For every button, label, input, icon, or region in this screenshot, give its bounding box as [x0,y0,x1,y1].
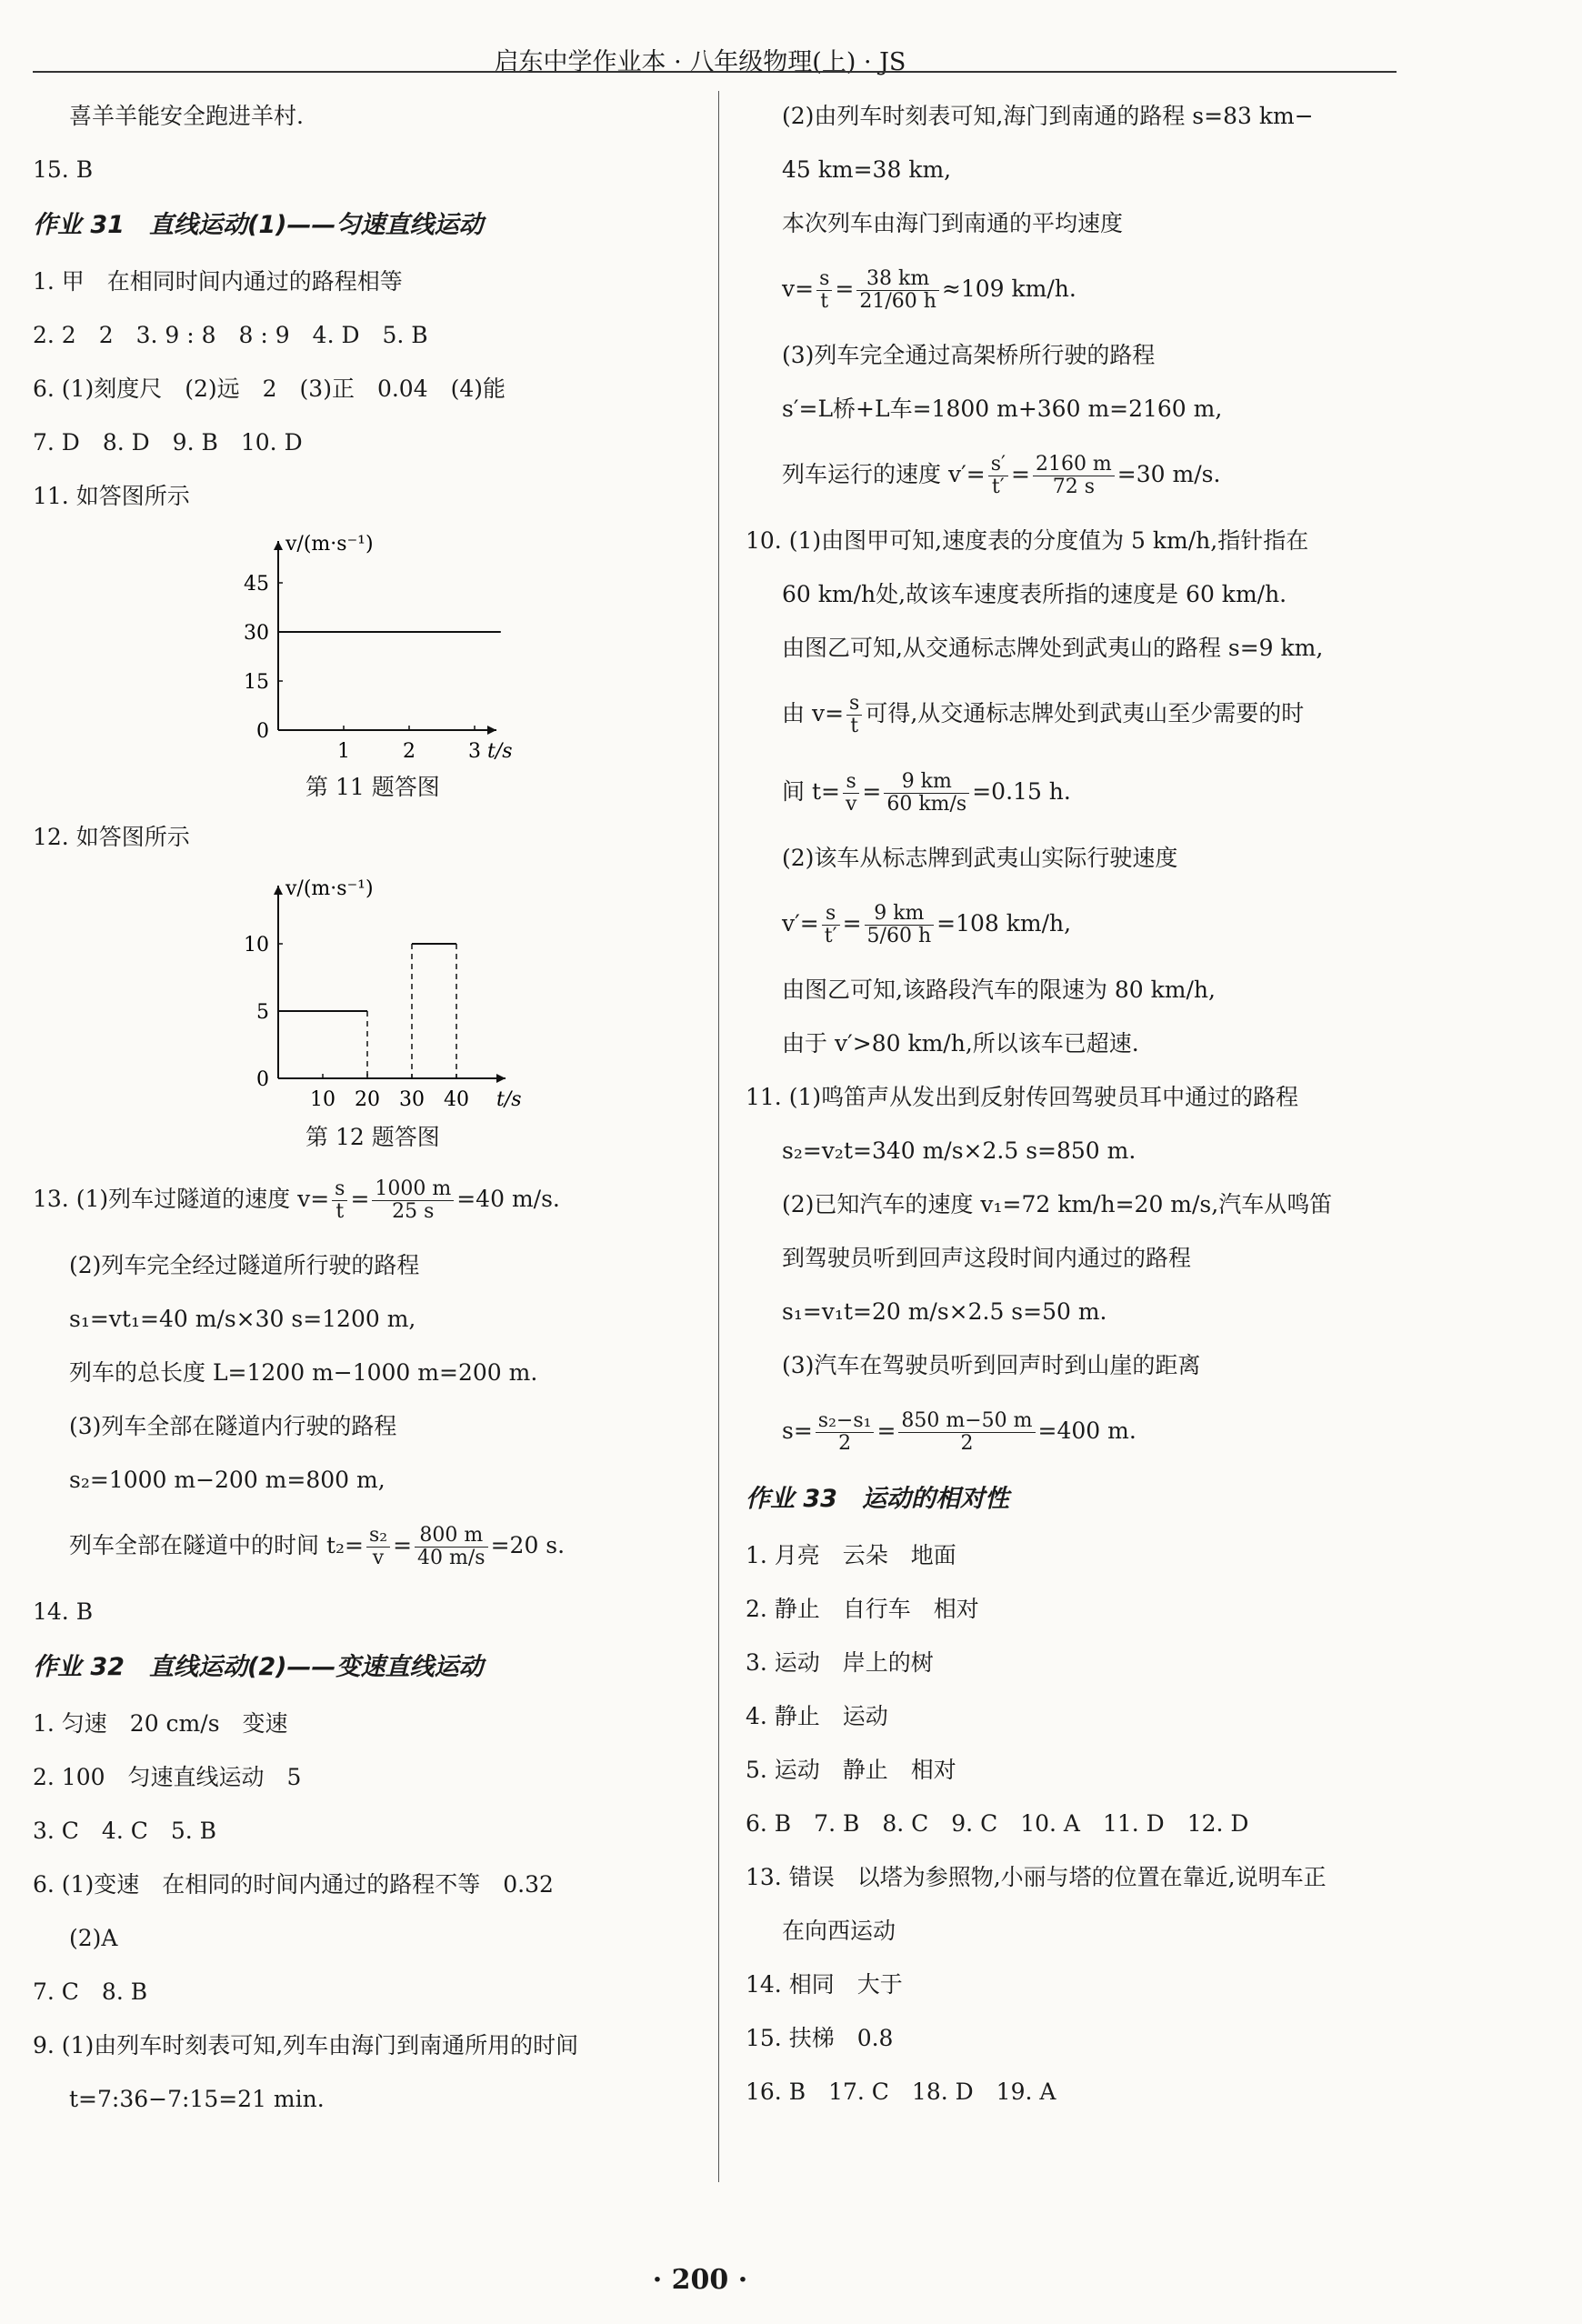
text: 间 t= [782,778,840,805]
fraction [822,903,840,947]
fraction [816,1410,875,1455]
text-line: s₂=1000 m−200 m=800 m, [69,1467,385,1493]
formula-line: v′= $\frac{s}{t'}$ = $\frac{9 km}{5/60 h}$ =108 km/h, [782,901,1072,947]
text-line: (3)列车全部在隧道内行驶的路程 [69,1413,397,1439]
y-tick-label: 30 [244,622,269,645]
denominator: t [335,1200,345,1223]
answer-line: 9. (1)由列车时刻表可知,列车由海门到南通所用的时间 [33,2032,579,2059]
answer-line: 12. 如答图所示 [33,824,190,850]
formula-line: s= $\frac{\text{s₂−s₁}}{2}$ = $\frac{850 m-50 m}{2}$ =400 m. [782,1408,1136,1455]
answer-line: 7. C 8. B [33,1978,148,2005]
text: s= [782,1417,813,1444]
y-axis-arrow [274,541,283,550]
answer-line: 2. 2 2 3. 9 : 8 8 : 9 4. D 5. B [33,322,428,348]
answer-line: 3. C 4. C 5. B [33,1818,217,1844]
y-tick-label: 10 [244,934,269,957]
answer-line: 2. 静止 自行车 相对 [746,1596,979,1622]
text: 由 v= [782,700,845,726]
x-tick-label: 2 [403,740,416,759]
x-tick-label: 40 [444,1088,469,1109]
denominator: 40 m/s [417,1547,486,1569]
text: 可得,从交通标志牌处到武夷山至少需要的时 [865,700,1305,726]
y-tick-label: 0 [256,1068,269,1091]
answer-line: 1. 匀速 20 cm/s 变速 [33,1710,288,1737]
numerator: 850 m−50 m [898,1410,1035,1433]
y-tick-label: 0 [256,720,269,743]
x-tick-label: 20 [355,1088,380,1109]
text-line: 60 km/h处,故该车速度表所指的速度是 60 km/h. [782,581,1287,607]
text: =0.15 h. [972,778,1071,805]
fraction [856,268,939,313]
fraction [1033,454,1115,498]
text-line: (2)由列车时刻表可知,海门到南通的路程 s=83 km− [782,103,1314,129]
denominator: 2 [838,1432,852,1455]
numerator: s′ [988,454,1008,476]
answer-line: 15. B [33,156,94,183]
fraction [366,1525,390,1569]
denominator: v [845,793,857,816]
answer-line: 11. (1)鸣笛声从发出到反射传回驾驶员耳中通过的路程 [746,1084,1299,1110]
numerator: s [822,903,840,926]
fraction [988,454,1008,498]
chart-11-caption: 第 11 题答图 [305,774,440,800]
text-line: 本次列车由海门到南通的平均速度 [782,210,1124,236]
text-line: (2)A [69,1925,118,1951]
y-axis-label: v/(m·s⁻¹) [285,533,374,556]
text-line: (2)列车完全经过隧道所行驶的路程 [69,1252,420,1278]
header-rule [33,71,1397,73]
numerator: 2160 m [1033,454,1115,476]
column-divider [718,91,719,2182]
denominator: 21/60 h [859,290,936,313]
text-line: s₁=v₁t=20 m/s×2.5 s=50 m. [782,1298,1107,1325]
numerator: s [816,268,832,291]
y-axis-label: v/(m·s⁻¹) [285,877,374,900]
x-axis-arrow [496,1074,506,1083]
text-line: (3)列车完全通过高架桥所行驶的路程 [782,342,1156,368]
formula-line: v= $\frac{s}{t}$ = $\frac{38 km}{21/60 h}$ ≈109 km/h. [782,266,1076,313]
x-tick-label: 1 [337,740,350,759]
chart-12 [215,864,696,1115]
text-line: 喜羊羊能安全跑进羊村. [69,103,304,129]
answer-line: 11. 如答图所示 [33,483,190,509]
chart-11-svg [215,523,542,759]
chart-12-caption: 第 12 题答图 [305,1124,440,1150]
text-line: (3)汽车在驾驶员听到回声时到山崖的距离 [782,1352,1201,1378]
text-line: 由于 v′>80 km/h,所以该车已超速. [782,1030,1139,1057]
text-line: (2)该车从标志牌到武夷山实际行驶速度 [782,845,1178,871]
y-tick-label: 45 [244,573,269,596]
text: =400 m. [1037,1417,1136,1444]
text-line: 45 km=38 km, [782,156,952,183]
denominator: 5/60 h [866,925,932,947]
text: 列车全部在隧道中的时间 t₂= [69,1532,364,1558]
page-header: 启东中学作业本 · 八年级物理(上) · JS [494,48,906,76]
y-axis-arrow [274,886,283,895]
text-line: s₂=v₂t=340 m/s×2.5 s=850 m. [782,1137,1136,1164]
text: =20 s. [490,1532,566,1558]
text: =40 m/s. [456,1186,560,1212]
x-axis-label: t/s [496,1088,522,1109]
text: =30 m/s. [1116,461,1221,487]
x-tick-label: 3 [468,740,481,759]
text-line: 在向西运动 [782,1918,896,1944]
denominator: t [820,290,829,313]
answer-line: 13. 错误 以塔为参照物,小丽与塔的位置在靠近,说明车正 [746,1864,1327,1890]
x-axis-arrow [487,726,496,735]
y-tick-label: 15 [244,671,269,694]
chart-12-svg [215,864,542,1109]
answer-line: 10. (1)由图甲可知,速度表的分度值为 5 km/h,指针指在 [746,527,1309,554]
answer-line: 1. 月亮 云朵 地面 [746,1542,956,1568]
answer-line: 2. 100 匀速直线运动 5 [33,1764,302,1790]
text-line: (2)已知汽车的速度 v₁=72 km/h=20 m/s,汽车从鸣笛 [782,1191,1333,1217]
answer-line: 16. B 17. C 18. D 19. A [746,2079,1056,2105]
formula-line [746,675,1418,753]
text: 13. (1)列车过隧道的速度 v= [33,1186,330,1212]
text: v= [782,275,815,302]
formula-line: 间 t= $\frac{s}{v}$ = $\frac{9 km}{60 km/s}$ =0.15 h. [782,769,1071,816]
x-axis-label: t/s [487,740,513,759]
section-title-33: 作业 33 运动的相对性 [746,1485,1009,1513]
answer-line: 6. B 7. B 8. C 9. C 10. A 11. D 12. D [746,1810,1249,1837]
denominator: t′ [824,925,837,947]
left-column [33,89,696,2126]
numerator: s₂ [366,1525,390,1548]
y-tick-label: 5 [256,1001,269,1024]
answer-line: 1. 甲 在相同时间内通过的路程相等 [33,268,403,295]
answer-line: 5. 运动 静止 相对 [746,1757,956,1783]
fraction [415,1525,488,1569]
denominator: 25 s [392,1200,435,1223]
fraction [372,1178,454,1223]
denominator: t′ [991,476,1005,498]
denominator: 2 [960,1432,974,1455]
numerator: 800 m [415,1525,488,1548]
text-line: s₁=vt₁=40 m/s×30 s=1200 m, [69,1306,416,1332]
text: ≈109 km/h. [941,275,1076,302]
fraction [884,771,969,816]
denominator: v [372,1547,385,1569]
denominator: 60 km/s [886,793,967,816]
text-line: 到驾驶员听到回声这段时间内通过的路程 [782,1245,1192,1271]
text-line: 由图乙可知,该路段汽车的限速为 80 km/h, [782,977,1216,1003]
text: =108 km/h, [936,910,1072,937]
numerator: s₂−s₁ [816,1410,875,1433]
formula-line: 列车全部在隧道中的时间 t₂= $\frac{\text{s₂}}{v}$ = $\frac{800 m}{40 m/s}$ =20 s. [69,1523,566,1569]
text: 列车运行的速度 v′= [782,461,986,487]
text: v′= [782,910,819,937]
answer-line: 14. 相同 大于 [746,1971,903,1998]
denominator: t [850,715,859,737]
text-line: 列车的总长度 L=1200 m−1000 m=200 m. [69,1359,538,1386]
text-line: t=7:36−7:15=21 min. [69,2086,325,2112]
formula-line: 列车运行的速度 v′= $\frac{s'}{t'}$ = $\frac{2160 m}{72 s}$ =30 m/s. [782,452,1221,498]
answer-line: 4. 静止 运动 [746,1703,888,1729]
right-column [746,89,1418,2119]
fraction [865,903,935,947]
x-tick-label: 10 [310,1088,335,1109]
answer-line: 7. D 8. D 9. B 10. D [33,429,303,456]
section-title-31: 作业 31 直线运动(1)——匀速直线运动 [33,211,484,239]
numerator: 38 km [856,268,939,291]
answer-line: 15. 扶梯 0.8 [746,2025,894,2051]
fraction [898,1410,1035,1455]
numerator: 9 km [884,771,969,794]
formula-line: 13. (1)列车过隧道的速度 v= $\frac{s}{t}$ = $\frac{1000 m}{25 s}$ =40 m/s. [33,1177,560,1223]
answer-line: 6. (1)变速 在相同的时间内通过的路程不等 0.32 [33,1871,554,1898]
answer-line: 6. (1)刻度尺 (2)远 2 (3)正 0.04 (4)能 [33,376,506,402]
numerator: s [846,693,862,716]
text-line: 由图乙可知,从交通标志牌处到武夷山的路程 s=9 km, [782,635,1324,661]
fraction [846,693,862,737]
answer-line: 14. B [33,1598,94,1625]
fraction [816,268,832,313]
fraction [332,1178,347,1223]
x-tick-label: 30 [399,1088,425,1109]
page-number: · 200 · [652,2264,748,2296]
numerator: 1000 m [372,1178,454,1201]
chart-11 [215,523,696,765]
text-line: s′=L桥+L车=1800 m+360 m=2160 m, [782,396,1223,422]
numerator: s [332,1178,347,1201]
numerator: 9 km [865,903,935,926]
section-title-32: 作业 32 直线运动(2)——变速直线运动 [33,1653,484,1681]
denominator: 72 s [1052,476,1096,498]
numerator: s [843,771,859,794]
answer-line: 3. 运动 岸上的树 [746,1649,934,1676]
fraction [843,771,859,816]
